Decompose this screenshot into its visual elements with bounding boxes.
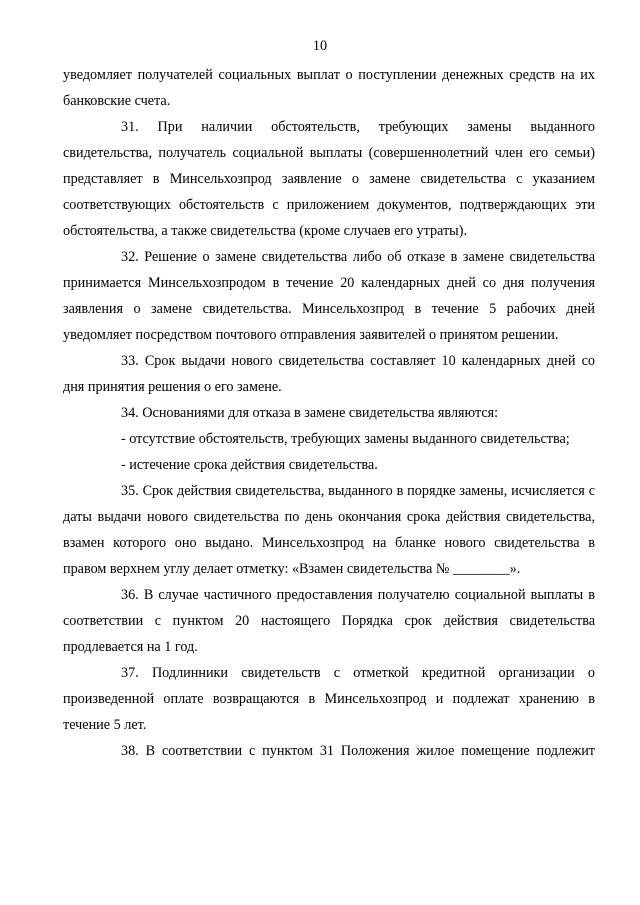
- paragraph: 36. В случае частичного предоставления получателю социальной выплаты в соответствии с пунктом 20 настоящего Порядка срок действия свидетельства продлевается на 1 год.: [63, 587, 595, 655]
- paragraph: 37. Подлинники свидетельств с отметкой кредитной организации о произведенной оплате возвращаются в Минсельхозпрод и подлежат хранению в течение 5 лет.: [63, 665, 595, 733]
- page-number: 10: [312, 38, 328, 54]
- paragraph: уведомляет получателей социальных выплат о поступлении денежных средств на их банковские счета.: [63, 67, 595, 109]
- paragraph: 32. Решение о замене свидетельства либо об отказе в замене свидетельства принимается Минсельхозпродом в течение 20 календарных дней со дня получения заявления о замене свидетельства. Минсельхозпрод в течение 5 рабочих дней уведомляет посредством почтового отправления заявителей о принятом решении.: [63, 249, 595, 343]
- paragraph: 33. Срок выдачи нового свидетельства составляет 10 календарных дней со дня принятия решения о его замене.: [63, 353, 595, 395]
- document-body: [63, 62, 595, 764]
- list-item: - истечение срока действия свидетельства.: [121, 457, 378, 473]
- paragraph: 31. При наличии обстоятельств, требующих замены выданного свидетельства, получатель социальной выплаты (совершеннолетний член его семьи) представляет в Минсельхозпрод заявление о замене свидетельства с указанием соответствующих обстоятельств с приложением документов, подтверждающих эти обстоятельства, а также свидетельства (кроме случаев его утраты).: [63, 119, 595, 239]
- paragraph: 35. Срок действия свидетельства, выданного в порядке замены, исчисляется с даты выдачи нового свидетельства по день окончания срока действия свидетельства, взамен которого оно выдано. Минсельхозпрод на бланке нового свидетельства в правом верхнем углу делает отметку: «Взамен свидетельства № ________».: [63, 483, 595, 577]
- list-item: - отсутствие обстоятельств, требующих замены выданного свидетельства;: [121, 431, 570, 447]
- paragraph: 38. В соответствии с пунктом 31 Положения жилое помещение подлежит: [121, 743, 595, 759]
- paragraph: 34. Основаниями для отказа в замене свидетельства являются:: [121, 405, 499, 421]
